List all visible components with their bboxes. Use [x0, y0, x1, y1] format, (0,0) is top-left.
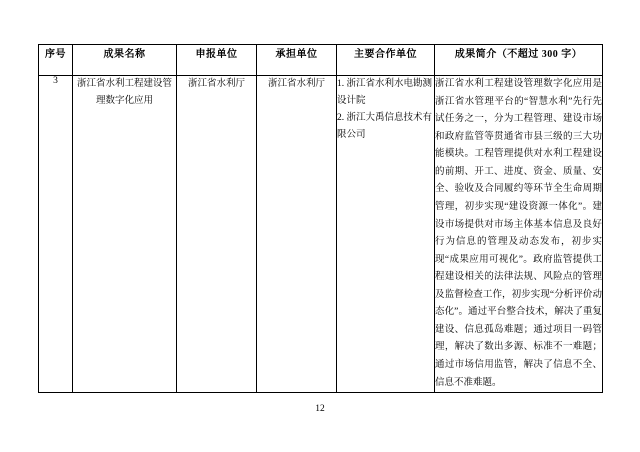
column-header-undertaking-unit: 承担单位: [257, 45, 337, 76]
cell-declaring-unit: 浙江省水利厅: [177, 76, 257, 393]
partner-item: 1. 浙江省水利水电勘测设计院: [337, 79, 433, 107]
table-row: [39, 76, 603, 393]
column-header-declaring-unit: 申报单位: [177, 45, 257, 76]
column-header-partners: 主要合作单位: [337, 45, 435, 76]
table-header-row: [39, 45, 603, 76]
cell-undertaking-unit: 浙江省水利厅: [257, 76, 337, 393]
cell-index: 3: [39, 76, 73, 393]
cell-result-name: 浙江省水利工程建设管理数字化应用: [73, 76, 177, 393]
table-body: [39, 76, 603, 393]
column-header-name: 成果名称: [73, 45, 177, 76]
cell-partners: [337, 76, 435, 393]
partner-item: 2. 浙江大禹信息技术有限公司: [337, 113, 433, 141]
column-header-index: 序号: [39, 45, 73, 76]
table-header: [39, 45, 603, 76]
page-number: 12: [315, 404, 325, 414]
cell-summary: 浙江省水利工程建设管理数字化应用是浙江省水管理平台的“智慧水利”先行先试任务之一，分为工程管理、建设市场和政府监管等贯通省市县三级的三大功能模块。工程管理提供对水利工程建设的前期、开工、进度、资金、质量、安全、验收及合同履约等环节全生命周期管理，初步实现“建设资源一体化”。建设市场提供对市场主体基本信息及良好行为信息的管理及动态发布，初步实现“成果应用可视化”。政府监管提供工程建设相关的法律法规、风险点的管理及监督检查工作，初步实现“分析评价动态化”。通过平台整合技术，解决了重复建设、信息孤岛难题；通过项目一码管理，解决了数出多源、标准不一难题；通过市场信用监管，解决了信息不全、信息不准难题。: [435, 76, 603, 393]
results-table: [38, 44, 603, 393]
column-header-summary: 成果简介（不超过 300 字）: [435, 45, 603, 76]
